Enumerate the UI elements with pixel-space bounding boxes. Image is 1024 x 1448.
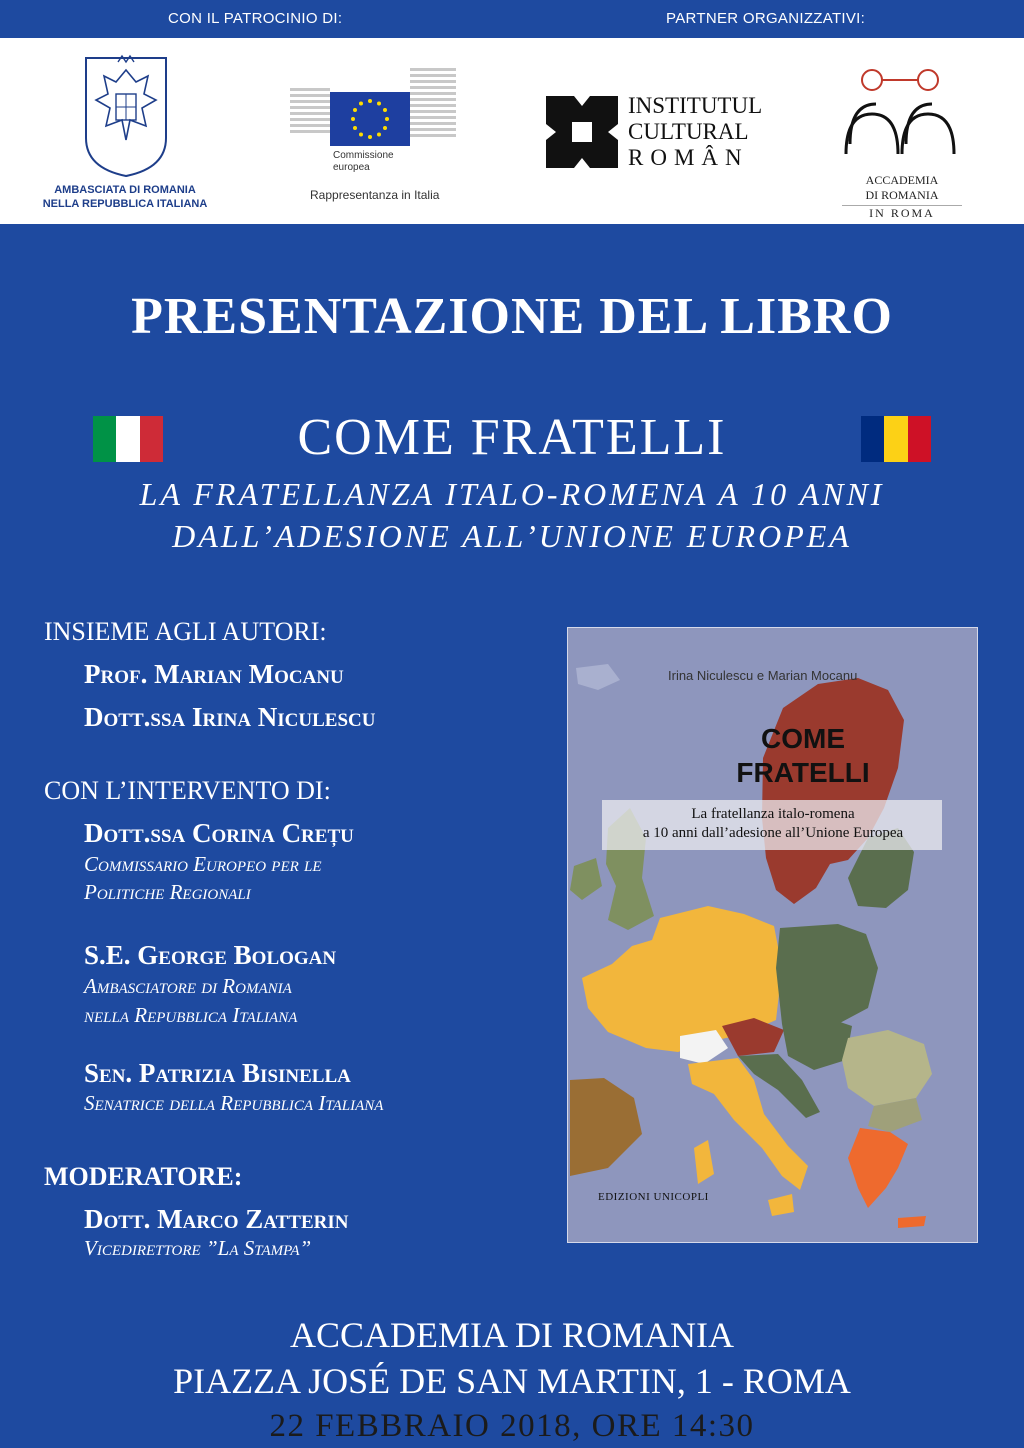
venue-name: ACCADEMIA DI ROMANIA bbox=[289, 1315, 734, 1355]
cover-title-line1: COME bbox=[761, 723, 845, 754]
cover-title bbox=[718, 722, 888, 790]
book-title: COME FRATELLI bbox=[297, 409, 727, 466]
embassy-line1: AMBASCIATA DI ROMANIA bbox=[54, 184, 196, 196]
cover-subtitle-line1: La fratellanza italo-romena bbox=[691, 806, 855, 822]
accademia-caption bbox=[842, 173, 962, 221]
adr-line1: ACCADEMIA bbox=[865, 173, 939, 187]
moderator-name: Dott. Marco Zatterin bbox=[84, 1204, 349, 1234]
venue-address: PIAZZA JOSÉ DE SAN MARTIN, 1 - ROMA bbox=[173, 1361, 851, 1401]
adr-line3: IN ROMA bbox=[842, 205, 962, 221]
speaker-1-name: Dott.ssa Corina Crețu bbox=[84, 818, 354, 848]
speaker-1-role-line2: Politiche Regionali bbox=[84, 880, 251, 904]
author-2: Dott.ssa Irina Niculescu bbox=[84, 702, 376, 732]
author-1: Prof. Marian Mocanu bbox=[84, 659, 344, 689]
embassy-caption bbox=[40, 183, 210, 211]
cover-subtitle bbox=[588, 805, 958, 843]
icr-wordmark bbox=[628, 93, 762, 171]
moderator-role: Vicedirettore ”La Stampa” bbox=[84, 1236, 312, 1260]
adr-line2: DI ROMANIA bbox=[865, 188, 939, 202]
cover-publisher: EDIZIONI UNICOPLI bbox=[598, 1191, 709, 1203]
patronage-label: CON IL PATROCINIO DI: bbox=[168, 10, 343, 27]
european-commission-logo-icon bbox=[290, 58, 460, 154]
book-cover bbox=[568, 628, 977, 1242]
speaker-2-role-line2: nella Repubblica Italiana bbox=[84, 1003, 298, 1027]
authors-label: INSIEME AGLI AUTORI: bbox=[44, 617, 327, 646]
icr-cross-icon bbox=[546, 96, 618, 168]
europe-map-illustration bbox=[568, 628, 977, 1242]
moderator-label: MODERATORE: bbox=[44, 1162, 243, 1191]
ec-subcaption: Rappresentanza in Italia bbox=[310, 188, 440, 202]
speaker-3-name: Sen. Patrizia Bisinella bbox=[84, 1058, 351, 1088]
cover-authors: Irina Niculescu e Marian Mocanu bbox=[668, 668, 858, 683]
icr-line2: CULTURAL bbox=[628, 119, 749, 144]
speaker-3-role-line1: Senatrice della Repubblica Italiana bbox=[84, 1091, 384, 1115]
icr-line1: INSTITUTUL bbox=[628, 93, 763, 118]
ec-line2: europea bbox=[333, 162, 370, 173]
partners-label: PARTNER ORGANIZZATIVI: bbox=[666, 10, 866, 27]
speaker-2-name: S.E. George Bologan bbox=[84, 940, 337, 970]
romania-flag-icon bbox=[861, 416, 931, 462]
embassy-coat-of-arms-icon bbox=[78, 50, 174, 180]
event-datetime: 22 FEBBRAIO 2018, ORE 14:30 bbox=[269, 1408, 755, 1444]
cover-title-line2: FRATELLI bbox=[736, 757, 870, 788]
top-bar bbox=[0, 0, 1024, 38]
event-heading: PRESENTAZIONE DEL LIBRO bbox=[131, 288, 893, 345]
ec-caption bbox=[333, 150, 394, 174]
cover-subtitle-line2: a 10 anni dall’adesione all’Unione Europea bbox=[642, 825, 904, 841]
speaker-2-role-line1: Ambasciatore di Romania bbox=[84, 974, 292, 998]
accademia-logo-icon bbox=[840, 64, 960, 164]
book-subtitle-line1: LA FRATELLANZA ITALO-ROMENA A 10 ANNI bbox=[139, 476, 885, 512]
embassy-line2: NELLA REPUBBLICA ITALIANA bbox=[42, 198, 208, 210]
book-subtitle-line2: DALL’ADESIONE ALL’UNIONE EUROPEA bbox=[172, 518, 852, 554]
logos-strip bbox=[0, 38, 1024, 224]
speaker-1-role-line1: Commissario Europeo per le bbox=[84, 852, 322, 876]
ec-line1: Commissione bbox=[333, 150, 394, 161]
icr-line3: ROMÂN bbox=[628, 145, 749, 170]
speakers-label: CON L’INTERVENTO DI: bbox=[44, 776, 331, 805]
